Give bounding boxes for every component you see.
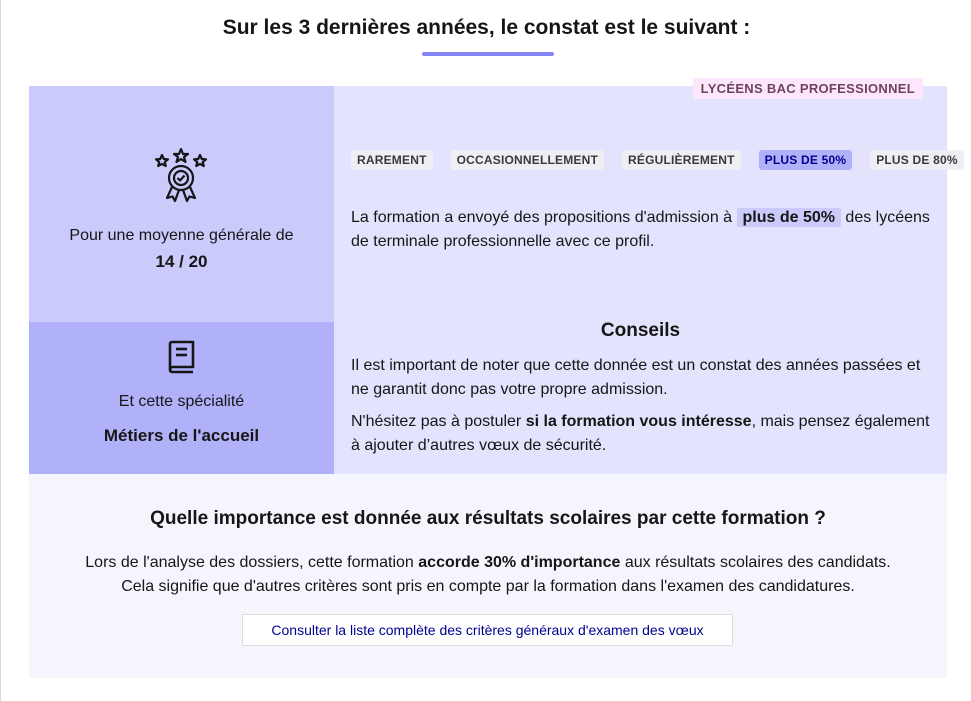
results-line-1 [29,551,947,575]
specialty-value: Métiers de l'accueil [103,426,260,445]
results-title: Quelle importance est donnée aux résultats scolaires par cette formation ? [150,508,826,529]
results-line1-end: aux résultats scolaires des candidats. [620,554,891,571]
average-value: 14 / 20 [155,252,208,271]
proposal-text-end: des lycéens de terminale professionnelle avec ce profil. [351,209,930,250]
proposal-text-start: La formation a envoyé des propositions d'admission à [351,209,737,226]
average-label: Pour une moyenne générale de [69,227,294,244]
frequency-tag-rarement: RAREMENT [351,150,433,170]
results-line-2: Cela signifie que d'autres critères sont pris en compte par la formation dans l'examen des candidatures. [121,578,855,595]
frequency-tag-regulierement: RÉGULIÈREMENT [622,150,741,170]
heading-underline [422,52,554,56]
advice-paragraph-2 [351,410,931,458]
book-icon [167,340,197,374]
frequency-tag-plus-de-50: PLUS DE 50% [759,150,853,170]
advice-p2-end: , mais pensez également à ajouter d’autres vœux de sécurité. [351,413,930,454]
profile-specialty-block [29,322,334,474]
results-line1-start: Lors de l'analyse des dossiers, cette formation [85,554,419,571]
criteria-list-button[interactable]: Consulter la liste complète des critères généraux d'examen des vœux [242,614,733,646]
admission-panel [29,81,958,474]
frequency-tag-occasionnellement: OCCASIONNELLEMENT [451,150,604,170]
proposal-statement [351,206,931,254]
advice-title: Conseils [600,320,681,341]
specialty-label: Et cette spécialité [118,393,245,410]
bac-pro-badge: LYCÉENS BAC PROFESSIONNEL [693,78,923,99]
section-heading: Sur les 3 dernières années, le constat est le suivant : [222,16,751,39]
proposal-highlight: plus de 50% [737,208,841,227]
advice-paragraph-1: Il est important de noter que cette donnée est un constat des années passées et ne garantit donc pas votre propre admission. [351,357,921,398]
profile-average-block [29,86,334,322]
award-ribbon-stars-icon [153,148,209,204]
advice-p2-bold: si la formation vous intéresse [525,413,752,430]
frequency-tag-plus-de-80: PLUS DE 80% [870,150,964,170]
advice-p2-start: N'hésitez pas à postuler [351,413,526,430]
results-line1-bold: accorde 30% d'importance [418,554,621,571]
frequency-scale [351,150,971,170]
academic-results-section [29,474,947,678]
